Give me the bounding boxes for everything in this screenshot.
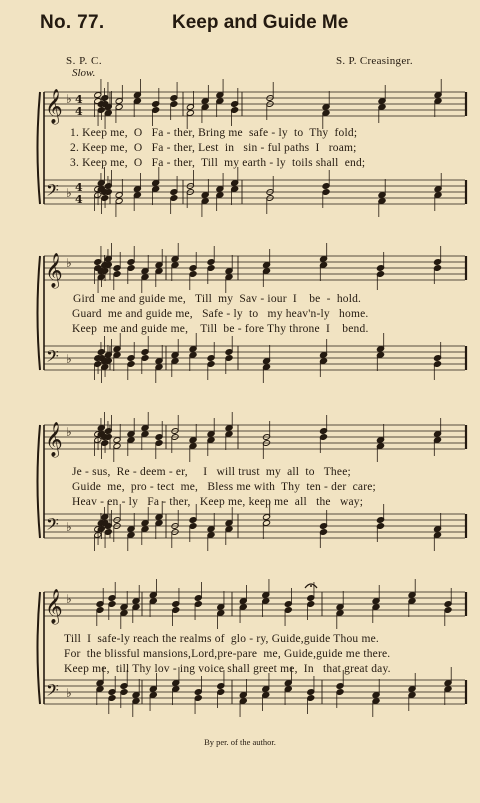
time-signature-top: 4 [75,181,83,194]
verse-2-line-1: 2. Keep me, O Fa - ther, Lest in sin - ful paths I roam; [70,142,357,154]
verse-3-line-1: 3. Keep me, O Fa - ther, Till my earth - ly toils shall end; [70,157,366,169]
verse-2-line-2: Guard me and guide me, Safe - ly to my heav'n-ly home. [72,308,369,320]
bass-clef-icon: 𝄢 [46,180,59,204]
flat-icon: ♭ [66,425,72,439]
time-signature-bottom: 4 [75,105,83,118]
bass-clef-icon: 𝄢 [46,680,59,704]
fermata-dot [310,585,312,587]
music-credit: S. P. Creasinger. [336,55,413,67]
flat-icon: ♭ [66,352,72,366]
verse-2-line-4: For the blissful mansions,Lord,pre-pare me, Guide,guide me there. [64,648,391,660]
time-signature-top: 4 [75,93,83,106]
flat-icon: ♭ [66,92,72,106]
flat-icon: ♭ [66,686,72,700]
verse-1-line-3: Je - sus, Re - deem - er, I will trust my all to Thee; [72,466,351,478]
verse-1-line-1: 1. Keep me, O Fa - ther, Bring me safe - ly to Thy fold; [70,127,358,139]
system-brace [38,92,41,204]
verse-3-line-4: Keep me, till Thy lov - ing voice shall greet me, In that great day. [64,663,391,675]
verse-3-line-3: Heav - en - ly Fa - ther, Keep me, keep me all the way; [72,496,364,508]
verse-2-line-3: Guide me, pro - tect me, Bless me with Thy ten - der care; [72,481,376,493]
treble-clef-icon: 𝄞 [45,422,63,457]
system-brace [38,592,41,704]
treble-clef-icon: 𝄞 [45,89,63,124]
words-credit: S. P. C. [66,55,103,67]
hymn-number: No. 77. [40,12,105,33]
flat-icon: ♭ [66,520,72,534]
treble-clef-icon: 𝄞 [45,253,63,288]
flat-icon: ♭ [66,256,72,270]
hymn-title: Keep and Guide Me [172,12,349,33]
system-brace [38,256,41,370]
verse-1-line-2: Gird me and guide me, Till my Sav - iour I be - hold. [73,293,362,305]
verse-1-line-4: Till I safe-ly reach the realms of glo - ry, Guide,guide Thou me. [64,633,379,645]
bass-clef-icon: 𝄢 [46,514,59,538]
footer-credit: By per. of the author. [204,737,276,747]
bass-clef-icon: 𝄢 [46,346,59,370]
tempo-marking: Slow. [72,67,96,79]
flat-icon: ♭ [66,186,72,200]
time-signature-bottom: 4 [75,193,83,206]
verse-3-line-2: Keep me and guide me, Till be - fore Thy throne I bend. [72,323,369,335]
flat-icon: ♭ [66,592,72,606]
system-brace [38,425,41,538]
treble-clef-icon: 𝄞 [45,589,63,624]
